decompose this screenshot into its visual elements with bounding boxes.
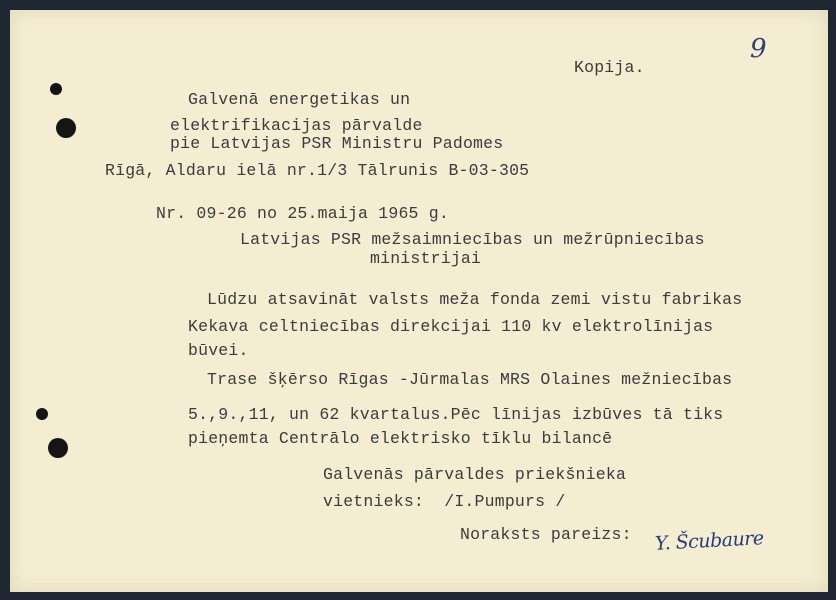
reference-number: Nr. 09-26 no 25.maija 1965 g. <box>156 204 449 223</box>
recipient-line-2: ministrijai <box>370 249 482 268</box>
sender-line-1: Galvenā energetikas un <box>188 90 411 109</box>
sender-address: Rīgā, Aldaru ielā nr.1/3 Tālrunis B-03-305 <box>105 161 530 180</box>
punch-hole <box>36 408 48 420</box>
punch-hole <box>56 118 76 138</box>
signoff-deputy: vietnieks: /I.Pumpurs / <box>323 492 566 511</box>
signoff-title: Galvenās pārvaldes priekšnieka <box>323 465 627 484</box>
certification-label: Noraksts pareizs: <box>460 525 632 544</box>
body-line-2: Kekava celtniecības direkcijai 110 kv elektrolīnijas <box>188 317 714 336</box>
body-line-6: pieņemta Centrālo elektrisko tīklu bilancē <box>188 429 613 448</box>
punch-hole <box>48 438 68 458</box>
sender-line-3: pie Latvijas PSR Ministru Padomes <box>170 134 504 153</box>
copy-label: Kopija. <box>574 58 645 77</box>
page-number: 9 <box>750 34 767 64</box>
sender-line-2: elektrifikacijas pārvalde <box>170 116 423 135</box>
body-line-4: Trase šķērso Rīgas -Jūrmalas MRS Olaines mežniecības <box>207 370 733 389</box>
recipient-line-1: Latvijas PSR mežsaimniecības un mežrūpniecības <box>240 230 705 249</box>
body-line-5: 5.,9.,11, un 62 kvartalus.Pēc līnijas izbūves tā tiks <box>188 405 724 424</box>
punch-hole <box>50 83 62 95</box>
body-line-1: Lūdzu atsavināt valsts meža fonda zemi vistu fabrikas <box>207 290 743 309</box>
document-page <box>10 10 828 592</box>
body-line-3: būvei. <box>188 341 249 360</box>
handwritten-signature: Y. Šcubaure <box>654 527 765 555</box>
